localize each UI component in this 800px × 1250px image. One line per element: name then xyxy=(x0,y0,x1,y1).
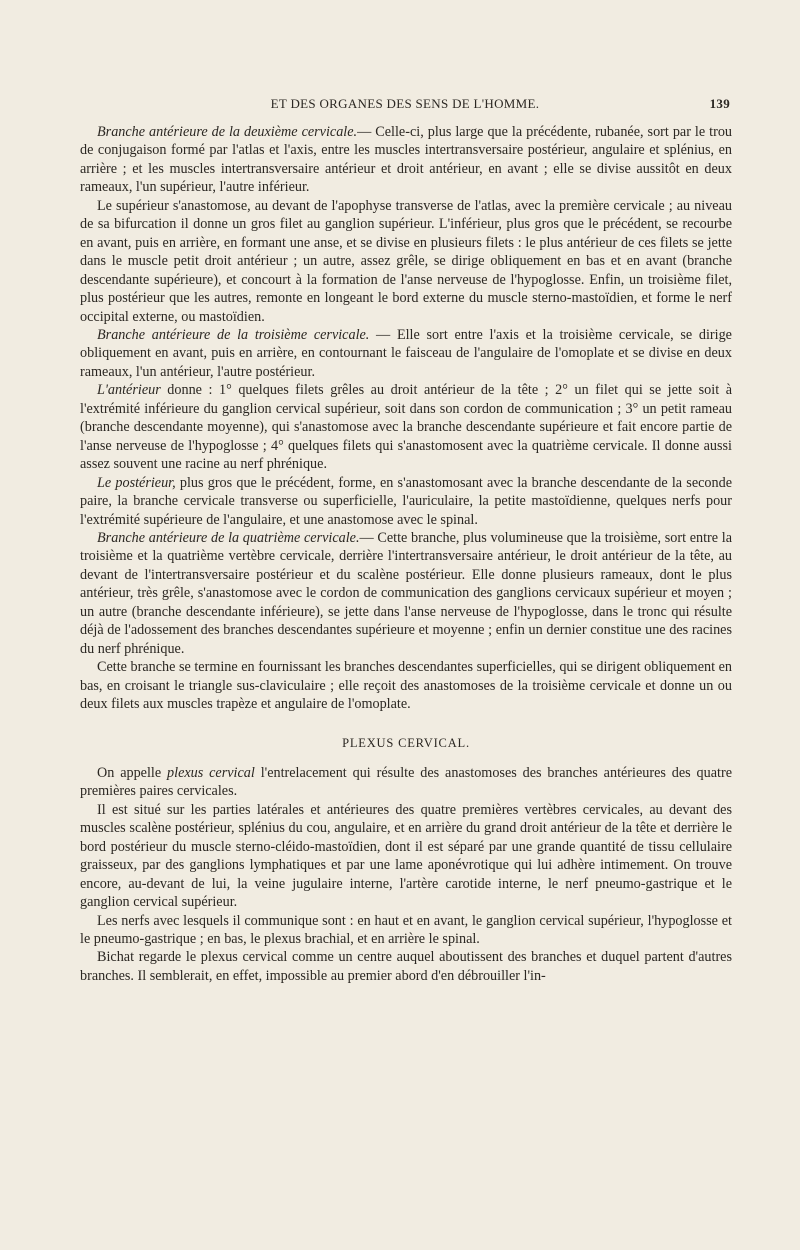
paragraph xyxy=(80,474,732,529)
paragraph-text: Bichat regarde le plexus cervical comme un centre auquel aboutissent des branches et duquel partent d'autres branches. Il semblerait, en effet, impossible au premier abord d'en débrouiller l'in- xyxy=(80,949,732,984)
paragraph xyxy=(80,764,732,801)
paragraph xyxy=(80,381,732,473)
section-title: PLEXUS CERVICAL. xyxy=(342,735,470,750)
paragraph xyxy=(80,123,732,197)
paragraph-lead: Branche antérieure de la deuxième cervicale. xyxy=(97,124,358,140)
paragraph xyxy=(80,326,732,381)
paragraph xyxy=(80,658,732,713)
paragraph xyxy=(80,801,732,912)
paragraph-lead: Le postérieur, xyxy=(97,474,176,491)
paragraph-lead: On appelle xyxy=(97,764,168,781)
page-number: 139 xyxy=(709,96,730,111)
paragraph-text: plus gros que le précédent, forme, en s'anastomosant avec la branche descendante de la seconde paire, la branche cervicale transverse ou superficielle, l'auriculaire, la petite mastoïdienne, quelques nerfs pour l'extrémité supérieure de l'angulaire, et une anastomose avec le spinal. xyxy=(80,474,732,528)
paragraph-text: Cette branche se termine en fournissant les branches descendantes superficielles, qui se dirigent obliquement en bas, en croisant le triangle sus-claviculaire ; elle reçoit des anastomoses de la troisième cervicale et donne un ou deux filets aux muscles trapèze et angulaire de l'omoplate. xyxy=(80,659,732,713)
paragraph-text: — Cette branche, plus volumineuse que la troisième, sort entre la troisième et la quatrième vertèbre cervicale, derrière l'intertransversaire antérieur, le droit antérieur de la tête, au devant de l'intertransversaire postérieur et du scalène postérieur. Elle donne plusieurs rameaux, dont le plus antérieur, très grêle, s'anastomose avec le cordon de communication des ganglions cervicaux supérieur et moyen ; un autre (branche descendante inférieure), se jette dans l'anse nerveuse de l'hypoglosse, dans le tronc qui résulte déjà de l'adossement des branches descendantes supérieure et moyenne ; enfin un dernier constitue une des racines du nerf phrénique. xyxy=(80,529,732,657)
paragraph-term: plexus cervical xyxy=(167,764,255,781)
paragraph-lead: Branche antérieure de la quatrième cervicale. xyxy=(97,529,360,546)
paragraph-lead: Branche antérieure de la troisième cervicale. xyxy=(97,326,370,343)
paragraph-text: donne : 1° quelques filets grêles au droit antérieur de la tête ; 2° un filet qui se jette soit à l'extrémité inférieure du ganglion cervical supérieur, soit dans son cordon de communication ; 3° un petit rameau (branche descendante moyenne), qui s'anastomose avec la branche descendante supérieure et fait encore partie de l'anse nerveuse de l'hypoglosse ; 4° quelques filets qui s'anastomosent avec la quatrième cervicale. Il donne aussi assez souvent une racine au nerf phrénique. xyxy=(80,382,732,473)
paragraph-lead: L'antérieur xyxy=(97,382,161,399)
paragraph-text: — Elle sort entre l'axis et la troisième cervicale, se dirige obliquement en avant, puis en arrière, en contournant le faisceau de l'angulaire de l'omoplate et se divise en deux rameaux, l'un antérieur, l'autre postérieur. xyxy=(80,326,732,380)
paragraph-text: Les nerfs avec lesquels il communique sont : en haut et en avant, le ganglion cervical supérieur, l'hypoglosse et le pneumo-gastrique ; en bas, le plexus brachial, et en arrière le spinal. xyxy=(80,912,732,948)
paragraph xyxy=(80,912,732,949)
paragraph-text: Le supérieur s'anastomose, au devant de l'apophyse transverse de l'atlas, avec la première cervicale ; au niveau de sa bifurcation il donne un gros filet au ganglion supérieur. L'inférieur, plus gros que le précédent, se recourbe en avant, puis en arrière, en formant une anse, et se divise en plusieurs filets : le plus antérieur de ces filets se jette dans le muscle petit droit antérieur ; un autre, assez grêle, se dirige obliquement en bas et en avant (branche descendante supérieure), et concourt à la formation de l'anse nerveuse de l'hypoglosse. Enfin, un troisième filet, plus postérieur que les autres, remonte en longeant le bord externe du muscle sterno-mastoïdien, et forme le nerf occipital externe, ou mastoïdien. xyxy=(80,197,732,325)
paragraph xyxy=(80,529,732,658)
paragraph-text: — Celle-ci, plus large que la précédente, rubanée, sort par le trou de conjugaison formé par l'atlas et l'axis, entre les muscles intertransversaire postérieur, angulaire et splénius, en arrière ; et les muscles intertransversaire antérieur et droit antérieur, en avant ; elle se divise aussitôt en deux rameaux, l'un supérieur, l'autre inférieur. xyxy=(80,124,733,196)
paragraph-text: Il est situé sur les parties latérales et antérieures des quatre premières vertèbres cervicales, au devant des muscles scalène postérieur, splénius du cou, angulaire, et en arrière du grand droit antérieur de la tête et derrière le bord postérieur du muscle sterno-cléido-mastoïdien, dont il est séparé par une grande quantité de tissu cellulaire graisseux, par des ganglions lymphatiques et par une lame aponévrotique qui lui adhère intimement. On trouve encore, au-devant de lui, la veine jugulaire interne, l'artère carotide interne, le nerf pneumo-gastrique et le ganglion cervical supérieur. xyxy=(80,801,732,911)
paragraph xyxy=(80,948,732,985)
body-text xyxy=(80,123,732,985)
paragraph xyxy=(80,197,732,326)
running-head xyxy=(80,96,730,112)
running-title: ET DES ORGANES DES SENS DE L'HOMME. xyxy=(270,96,540,111)
paragraph-text: l'entrelacement qui résulte des anastomoses des branches antérieures des quatre premières paires cervicales. xyxy=(80,764,732,800)
